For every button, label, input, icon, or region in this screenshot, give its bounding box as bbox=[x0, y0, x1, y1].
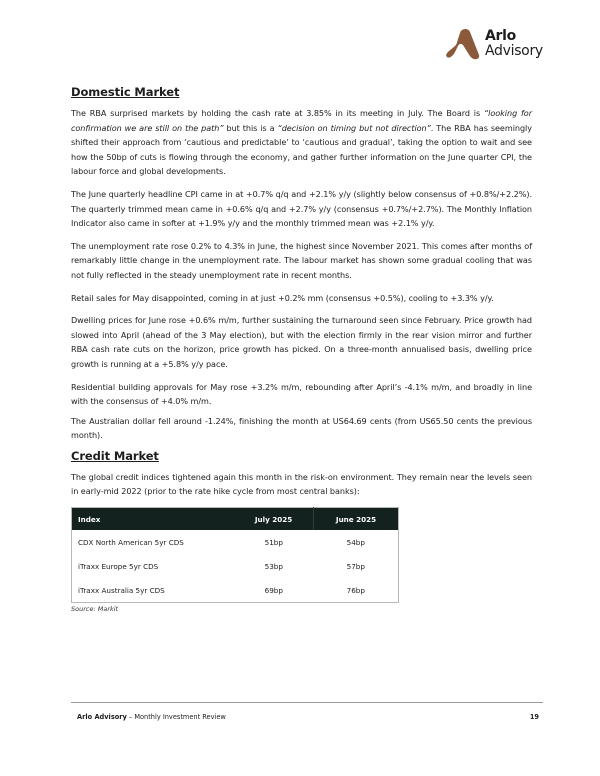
table-source: Source: Markit bbox=[71, 605, 119, 614]
quote-span: “decision on timing but not direction” bbox=[277, 122, 431, 133]
domestic-paragraph-aud: The Australian dollar fell around -1.24%, finishing the month at US64.69 cents (from US65.50 cents the previous month). bbox=[71, 415, 532, 441]
credit-paragraph: The global credit indices tightened again this month in the risk-on environment. They remain near the levels seen in early-mid 2022 (prior to the rate hike cycle from most central banks): bbox=[71, 471, 532, 497]
domestic-paragraph-unemployment: The unemployment rate rose 0.2% to 4.3% in June, the highest since November 2021. This comes after months of remarkably little change in the unemployment rate. The labour market has shown some gradual cooling that was not fully reflected in the steady unemployment rate in recent months. bbox=[71, 240, 532, 280]
footer-title: – Monthly Investment Review bbox=[126, 713, 226, 721]
cell-index: CDX North American 5yr CDS bbox=[78, 537, 184, 547]
page-number: 19 bbox=[529, 713, 539, 721]
domestic-paragraph-approvals: Residential building approvals for May rose +3.2% m/m, rebounding after April’s -4.1% m/m, and broadly in line with the consensus of +4.0% m/m. bbox=[71, 381, 532, 407]
cell-june: 76bp bbox=[346, 585, 365, 595]
text-span: . The RBA has seemingly shifted their approach from ‘cautious and predictable’ to ‘cautious and gradual’, taking the option to wait and see how the 50bp of cuts is flowing through the economy, and gather further information on the June quarter CPI, the labour force and global developments. bbox=[71, 122, 532, 177]
header-july-2025: July 2025 bbox=[234, 508, 314, 531]
text-span: The RBA surprised markets by holding the cash rate at 3.85% in its meeting in July. The Board is bbox=[71, 108, 485, 118]
table-header-row bbox=[72, 508, 399, 531]
header-index: Index bbox=[72, 508, 235, 531]
cell-june: 57bp bbox=[346, 561, 365, 571]
table-row bbox=[72, 578, 399, 603]
domestic-paragraph-retail: Retail sales for May disappointed, coming in at just +0.2% mm (consensus +0.5%), cooling to +3.3% y/y. bbox=[71, 292, 494, 303]
credit-market-heading: Credit Market bbox=[71, 448, 159, 463]
quote-span: “looking for confirmation we are still on the path” bbox=[71, 108, 532, 133]
cell-july: 51bp bbox=[264, 537, 283, 547]
domestic-paragraph-cpi: The June quarterly headline CPI came in at +0.7% q/q and +2.1% y/y (slightly below consensus of +0.8%/+2.2%). The quarterly trimmed mean came in +0.6% q/q and +2.7% y/y (consensus +0.7%/+2.7%). The Monthly Inflation Indicator also came in softer at +1.9% y/y and the monthly trimmed mean was +2.1% y/y. bbox=[71, 188, 532, 229]
footer-divider bbox=[71, 702, 543, 703]
logo bbox=[446, 28, 546, 62]
logo-mark-icon bbox=[446, 28, 480, 60]
cell-index: iTraxx Europe 5yr CDS bbox=[78, 561, 159, 571]
text-span: but this is a bbox=[223, 122, 278, 133]
table-row bbox=[72, 554, 399, 578]
domestic-market-heading: Domestic Market bbox=[71, 85, 180, 99]
credit-indices-table bbox=[71, 507, 399, 603]
logo-text-line1: Arlo bbox=[485, 28, 516, 44]
cell-july: 69bp bbox=[264, 585, 283, 595]
logo-text-line2: Advisory bbox=[485, 43, 543, 59]
domestic-paragraph-rba bbox=[71, 106, 532, 179]
cell-june: 54bp bbox=[346, 537, 365, 547]
table-row bbox=[72, 530, 399, 554]
footer bbox=[77, 713, 539, 721]
domestic-paragraph-dwelling: Dwelling prices for June rose +0.6% m/m, further sustaining the turnaround seen since February. Price growth had slowed into April (ahead of the 3 May election), but with the election firmly in the rear vision mirror and further RBA cash rate cuts on the horizon, price growth has picked. On a three-month annualised basis, dwelling price growth is running at a +5.8% y/y pace. bbox=[71, 315, 532, 369]
cell-index: iTraxx Australia 5yr CDS bbox=[78, 585, 165, 595]
cell-july: 53bp bbox=[264, 561, 283, 571]
header-june-2025: June 2025 bbox=[314, 508, 399, 531]
page-content bbox=[71, 84, 532, 613]
footer-brand: Arlo Advisory bbox=[77, 713, 127, 721]
